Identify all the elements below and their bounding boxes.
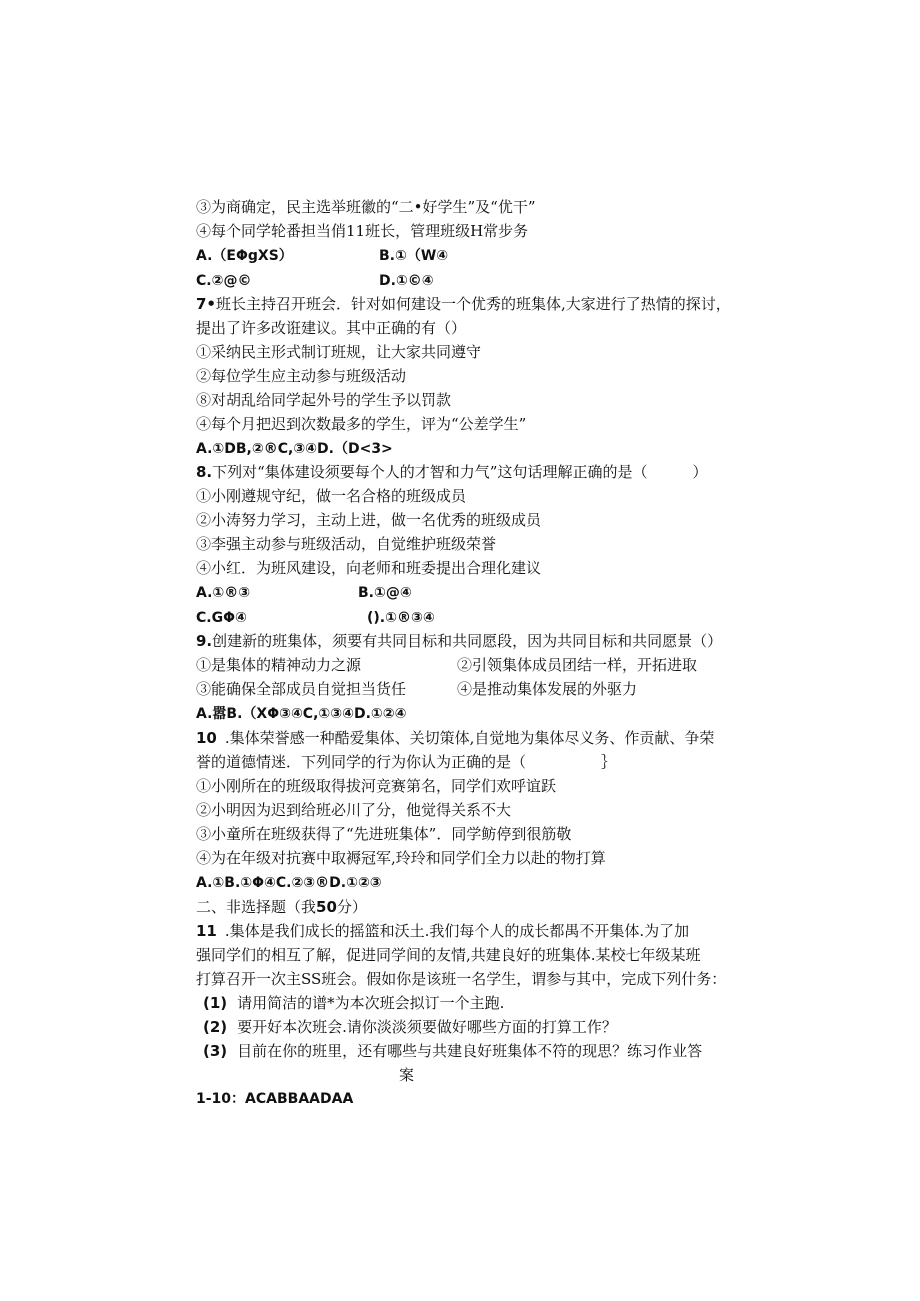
section-2-title-pre: 二、非选择题（我 [196, 898, 317, 916]
q8-item-1: ①小刚遵规守纪，做一名合格的班级成员 [196, 487, 467, 505]
q7-stem-line-2: 提出了许多改诳建议。其中正确的有（） [196, 319, 467, 337]
q9-number: 9. [196, 632, 213, 650]
section-2-title [196, 897, 367, 917]
q8-stem-text: 下列对“集体建设须要每个人的才智和力气”这句话理解正确的是（ ） [212, 463, 708, 481]
section-2-score: 50 [316, 898, 337, 916]
q7-item-2: ②每位学生应主动参与班级活动 [196, 367, 407, 385]
q8-number: 8. [196, 463, 213, 481]
q9-item-2: ②引领集体成员团结一样，开拓进取 [457, 656, 698, 674]
q6-option-c: C.②@© [196, 273, 252, 289]
q10-item-2: ②小明因为迟到给班必川了分，他觉得关系不大 [196, 801, 512, 819]
q6-option-a: A.（EΦgXS） [196, 248, 293, 264]
q11-sub-1 [203, 993, 504, 1013]
q8-option-c: C.GΦ④ [196, 610, 247, 626]
q11-sub-3 [203, 1041, 702, 1061]
q11-sub-2-number: (2) [203, 1018, 228, 1036]
q10-stem-line-2: 誉的道德情迷．下列同学的行为你认为正确的是（ ｝ [196, 753, 617, 771]
q9-options: A.嚣B.（XΦ③④C,①③④D.①②④ [196, 706, 407, 722]
q8-stem [196, 462, 707, 482]
q8-item-2: ②小涛努力学习，主动上进，做一名优秀的班级成员 [196, 511, 542, 529]
q11-sub-3-text: 目前在你的班里，还有哪些与共建良好班集体不符的现思？练习作业答 [237, 1042, 703, 1060]
answer-key: 1-10：ACABBAADAA [196, 1091, 354, 1107]
q6-option-b: B.①（W④ [379, 248, 449, 264]
q11-stem-line-3: 打算召开一次主SS班会。假如你是该班一名学生，谓参与其中，完成下列什务： [196, 970, 727, 988]
q7-item-1: ①采纳民主形式制订班规，让大家共同遵守 [196, 343, 482, 361]
q11-sub-3-continuation: 案 [399, 1066, 415, 1084]
q10-number: 10 [196, 729, 217, 747]
q10-item-1: ①小刚所在的班级取得拔河竞赛第名，同学们欢呼谊跃 [196, 777, 557, 795]
q9-stem-text: 创建新的班集体，须要有共同目标和共同愿段，因为共同目标和共同愿景（） [212, 632, 723, 650]
q9-item-3: ③能确保全部成员自觉担当货任 [196, 680, 407, 698]
q11-sub-1-text: 请用简洁的谱*为本次班会拟订一个主跑. [237, 994, 505, 1012]
q11-stem-line-1 [196, 921, 689, 941]
q6-option-d: D.①©④ [379, 273, 434, 289]
q8-option-a: A.①®③ [196, 585, 251, 601]
q11-sub-2-text: 要开好本次班会.请你淡淡须要做好哪些方面的打算工作？ [237, 1018, 617, 1036]
q8-option-b: B.①@④ [358, 585, 412, 601]
q10-stem-text: .集体荣誉感一种酷爱集体、关切策体,自觉地为集体尽义务、作贡献、争荣 [224, 729, 715, 747]
q8-option-d: ().①®③④ [367, 610, 435, 626]
q8-item-3: ③李强主动参与班级活动，自觉维护班级荣誉 [196, 535, 497, 553]
q7-item-3: ⑧对胡乱给同学起外号的学生予以罚款 [196, 391, 452, 409]
q9-item-1: ①是集体的精神动力之源 [196, 656, 362, 674]
q11-stem-line-2: 强同学们的相互了解，促进同学间的友情,共建良好的班集体.某校七年级某班 [196, 946, 701, 964]
q6-item-4: ④每个同学轮番担当俏11班长，管理班级H常步务 [196, 222, 529, 240]
q11-sub-2 [203, 1017, 617, 1037]
q11-number: 11 [196, 922, 217, 940]
q10-item-4: ④为在年级对抗赛中取褥冠军,玲玲和同学们全力以赴的物打算 [196, 849, 606, 867]
q10-options: A.①B.①Φ④C.②③®D.①②③ [196, 875, 382, 891]
q6-item-3: ③为商确定，民主选举班徽的“二•好学生”及“优干” [196, 198, 536, 216]
q11-sub-3-number: (3) [203, 1042, 228, 1060]
section-2-title-post: 分） [336, 898, 367, 916]
q8-item-4: ④小红．为班风建设，向老师和班委提出合理化建议 [196, 559, 542, 577]
q9-stem [196, 631, 722, 651]
q9-item-4: ④是推动集体发展的外驱力 [457, 680, 638, 698]
q11-sub-1-number: (1) [203, 994, 228, 1012]
q7-item-4: ④每个月把迟到次数最多的学生，评为“公差学生” [196, 415, 527, 433]
q7-stem-text: 班长主持召开班会．针对如何建设一个优秀的班集体,大家进行了热情的探讨， [216, 295, 731, 313]
q7-stem-line-1 [196, 294, 731, 314]
q11-stem-text: .集体是我们成长的摇篮和沃土.我们每个人的成长都禺不开集体.为了加 [224, 922, 690, 940]
q7-options: A.①DB,②®C,③④D.（D<3> [196, 441, 393, 457]
q10-item-3: ③小童所在班级获得了“先进班集体”．同学鲂停到很筋敬 [196, 825, 572, 843]
q10-stem-line-1 [196, 728, 714, 748]
q7-number: 7• [196, 295, 217, 313]
